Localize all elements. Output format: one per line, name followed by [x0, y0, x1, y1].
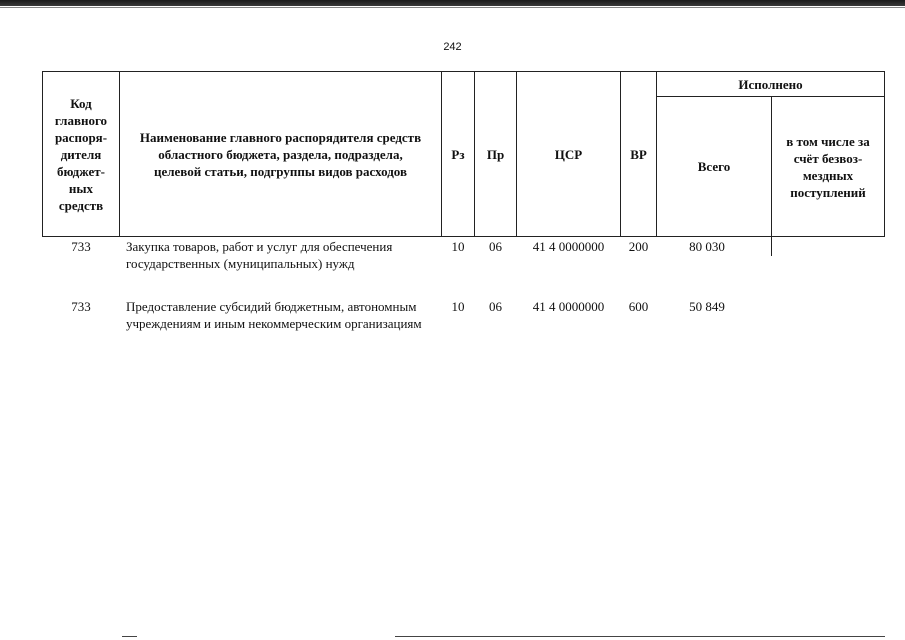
header-code: Код главного распоря-дителя бюджет-ных средств [54, 95, 108, 213]
row-rz: 10 [451, 239, 465, 254]
row-total: 80 030 [689, 239, 725, 254]
header-rz: Рз [451, 146, 465, 162]
row-total: 50 849 [689, 299, 725, 314]
scan-bottom-mark-left [122, 636, 137, 637]
scan-bottom-rule [395, 636, 885, 637]
scan-top-border [0, 0, 905, 6]
header-bottom-border [42, 236, 885, 237]
row-csr: 41 4 0000000 [532, 239, 605, 254]
scan-top-rule [0, 7, 905, 8]
row-name: Предоставление субсидий бюджетным, автономным учреждениям и иным некоммерческим организациям [126, 299, 422, 331]
row-code: 733 [71, 299, 91, 314]
header-total: Всего [697, 159, 731, 174]
header-csr: ЦСР [554, 146, 583, 162]
row-rz: 10 [451, 299, 465, 314]
row-pr: 06 [489, 299, 502, 314]
row-pr: 06 [489, 239, 502, 254]
header-pr: Пр [486, 146, 505, 162]
header-executed: Исполнено [738, 76, 803, 92]
page-number: 242 [443, 41, 462, 53]
header-name: Наименование главного распорядителя средств областного бюджета, раздела, подраздела, целевой статьи, подгруппы видов расходов [139, 129, 422, 179]
row-csr: 41 4 0000000 [532, 299, 605, 314]
row-code: 733 [71, 239, 91, 254]
row-vr: 600 [628, 299, 649, 314]
header-free-receipts: в том числе за счёт безвоз-мездных поступлений [786, 133, 870, 200]
col-border-right [884, 71, 885, 237]
row-name: Закупка товаров, работ и услуг для обеспечения государственных (муниципальных) нужд [126, 239, 393, 271]
header-vr: ВР [630, 146, 647, 162]
row-vr: 200 [628, 239, 649, 254]
